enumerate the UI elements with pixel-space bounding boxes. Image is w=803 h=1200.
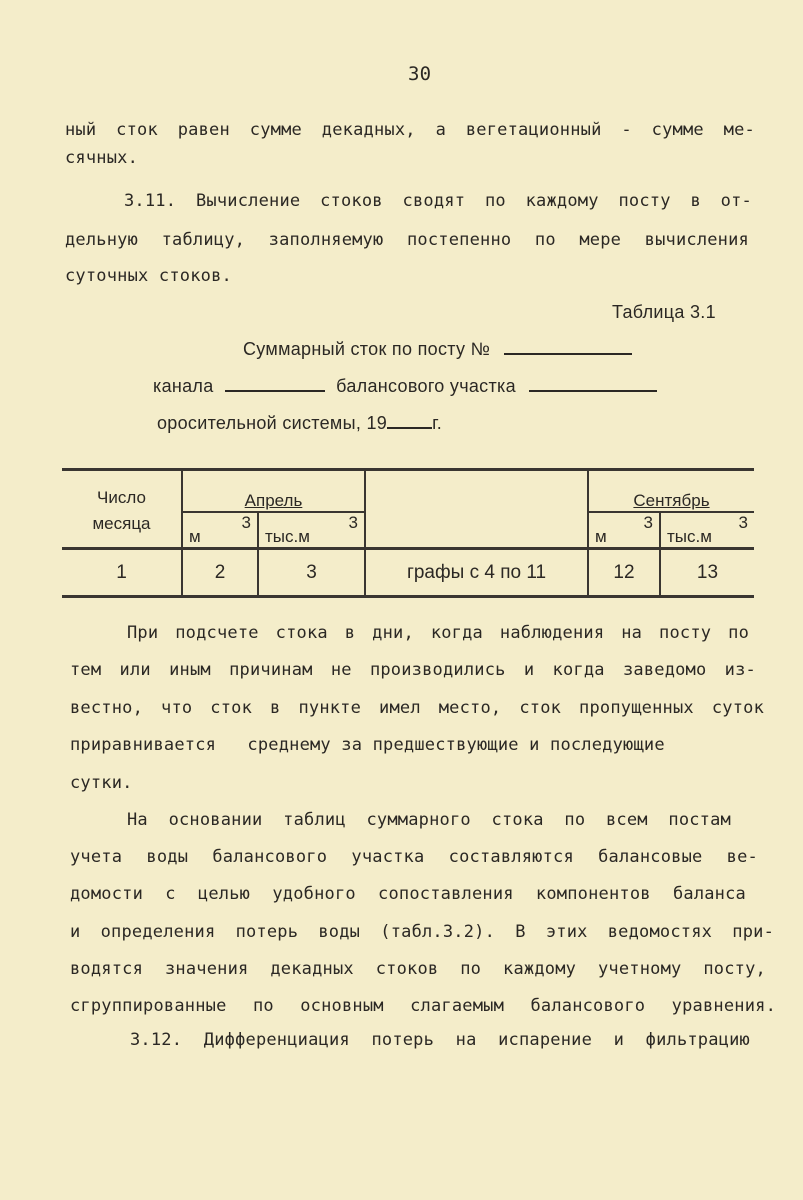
- form-text: канала: [153, 376, 214, 396]
- year-blank: [387, 426, 432, 429]
- canal-blank: [225, 389, 325, 392]
- text-line: сгруппированные по основным слагаемым балансового уравнения.: [70, 996, 776, 1016]
- unit-thousand-cubic-m: [258, 512, 365, 549]
- text-line: 3.11. Вычисление стоков сводят по каждому посту в от-: [124, 191, 752, 211]
- table-label: Таблица 3.1: [612, 302, 716, 322]
- page-number: 30: [408, 63, 432, 85]
- unit-cubic-m: [182, 512, 258, 549]
- text-line: дельную таблицу, заполняемую постепенно по мере вычисления: [65, 230, 749, 250]
- text-line: При подсчете стока в дни, когда наблюдения на посту по: [127, 623, 749, 643]
- unit-exp: 3: [643, 513, 653, 532]
- table-cell: графы с 4 по 11: [365, 549, 588, 597]
- header-september: [588, 470, 754, 513]
- form-line-2: [153, 376, 657, 397]
- text-line: ный сток равен сумме декадных, а вегетационный - сумме ме-: [65, 120, 755, 140]
- text-line: сутки.: [70, 773, 133, 793]
- table-cell: 1: [116, 561, 127, 583]
- unit-text: тыс.м: [265, 527, 310, 546]
- text-line: суточных стоков.: [65, 266, 232, 286]
- header-text: Сентябрь: [633, 491, 710, 510]
- unit-exp: 3: [738, 513, 748, 532]
- form-line-3: [157, 413, 442, 434]
- text-line: На основании таблиц суммарного стока по всем постам: [127, 810, 731, 830]
- form-text: Суммарный сток по посту №: [243, 339, 491, 359]
- table-cell: 13: [660, 549, 754, 597]
- table-cell: 3: [258, 549, 365, 597]
- text-line: вестно, что сток в пункте имел место, сток пропущенных суток: [70, 698, 764, 718]
- text-line: 3.12. Дифференциация потерь на испарение и фильтрацию: [130, 1030, 750, 1050]
- text-line: тем или иным причинам не производились и когда заведомо из-: [70, 660, 756, 680]
- text-line: и определения потерь воды (табл.3.2). В этих ведомостях при-: [70, 922, 774, 942]
- table-cell: 2: [182, 549, 258, 597]
- header-day-of-month: [62, 470, 182, 549]
- text-line: приравнивается среднему за предшествующие и последующие: [70, 735, 665, 755]
- table-row: [62, 549, 754, 597]
- form-text: балансового участка: [336, 376, 516, 396]
- header-text: Число: [97, 488, 146, 507]
- post-number-blank: [504, 352, 632, 355]
- text-line: сячных.: [65, 148, 139, 168]
- form-text: г.: [432, 413, 443, 433]
- header-text: месяца: [92, 514, 151, 533]
- header-text: Апрель: [244, 491, 303, 510]
- unit-exp: 3: [241, 513, 251, 532]
- form-text: оросительной системы, 19: [157, 413, 388, 433]
- unit-cubic-m: [588, 512, 660, 549]
- header-middle: [365, 470, 588, 549]
- text-line: домости с целью удобного сопоставления компонентов баланса: [70, 884, 746, 904]
- table-cell: 12: [588, 549, 660, 597]
- unit-text: м: [189, 527, 201, 546]
- form-line-1: [243, 339, 632, 360]
- text-line: учета воды балансового участка составляются балансовые ве-: [70, 847, 758, 867]
- unit-thousand-cubic-m: [660, 512, 754, 549]
- header-april: [182, 470, 365, 513]
- unit-text: м: [595, 527, 607, 546]
- section-blank: [529, 389, 657, 392]
- unit-text: тыс.м: [667, 527, 712, 546]
- text-line: водятся значения декадных стоков по каждому учетному посту,: [70, 959, 766, 979]
- unit-exp: 3: [348, 513, 358, 532]
- summary-flow-table: [62, 468, 754, 598]
